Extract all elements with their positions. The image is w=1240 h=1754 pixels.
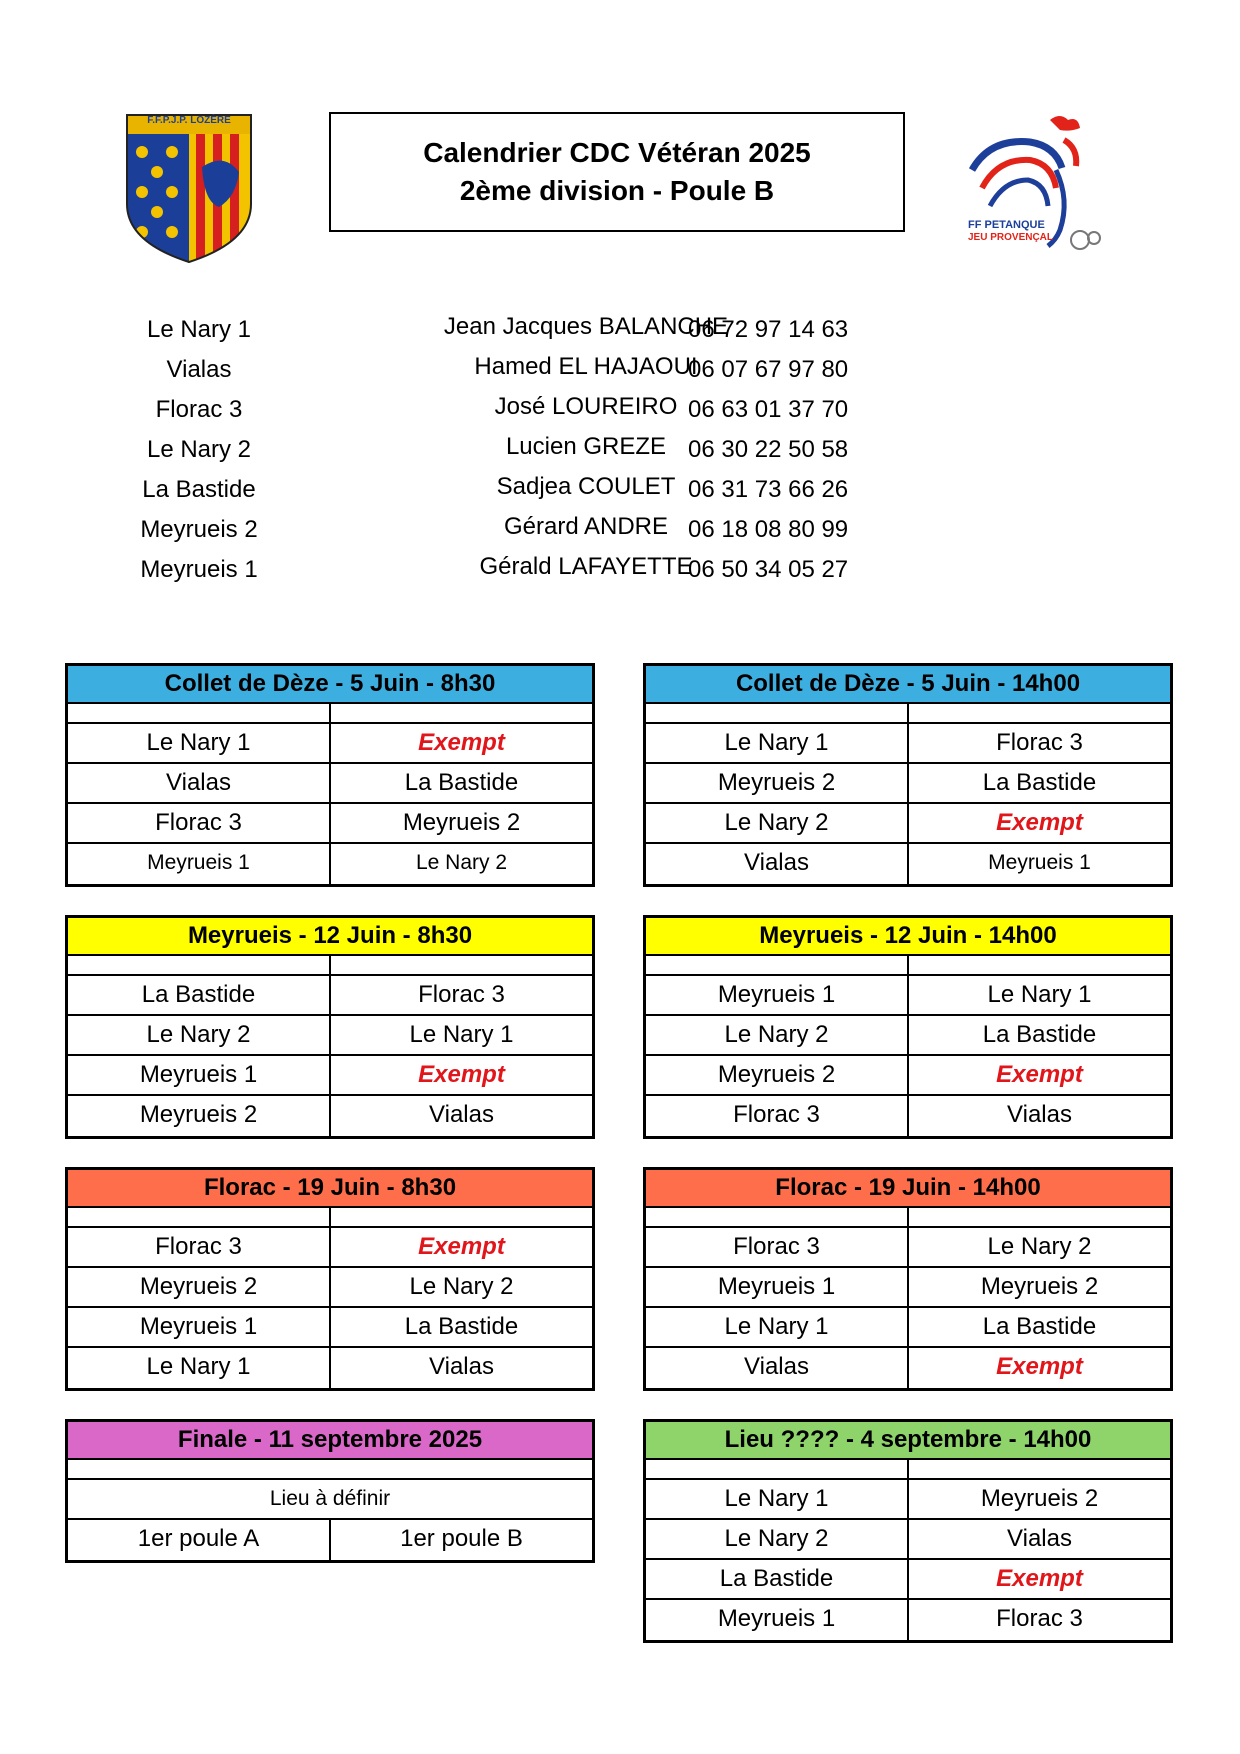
contact-row (100, 310, 920, 350)
contact-name: Gérald LAFAYETTE (479, 553, 693, 580)
home-team: Meyrueis 1 (139, 1061, 258, 1088)
ff-petanque-logo (960, 110, 1110, 260)
match-row (646, 1600, 1170, 1640)
finale-venue-row (68, 1480, 592, 1520)
home-team: Florac 3 (155, 1233, 242, 1260)
round-table (65, 915, 595, 1139)
match-row (646, 1096, 1170, 1136)
contact-team: Meyrueis 2 (140, 516, 258, 543)
round-title: Collet de Dèze - 5 Juin - 8h30 (68, 666, 592, 704)
away-team: Le Nary 1 (907, 976, 1170, 1014)
home-team: Florac 3 (155, 809, 242, 836)
away-team: Exempt (329, 724, 592, 762)
contact-phone: 06 72 97 14 63 (688, 316, 849, 343)
home-team: Vialas (166, 769, 231, 796)
contact-name: Gérard ANDRE (503, 513, 669, 540)
match-row (68, 1056, 592, 1096)
home-team: Florac 3 (733, 1101, 820, 1128)
home-team: Florac 3 (733, 1233, 820, 1260)
away-team: Meyrueis 2 (329, 804, 592, 842)
round-title: Meyrueis - 12 Juin - 8h30 (68, 918, 592, 956)
logo-text-2: JEU PROVENÇAL (968, 232, 1054, 243)
finale-team-a: 1er poule A (137, 1525, 260, 1552)
match-row (68, 976, 592, 1016)
match-row (646, 1560, 1170, 1600)
lozere-federation-logo (124, 112, 254, 264)
contact-team: Meyrueis 1 (140, 556, 258, 583)
match-row (646, 724, 1170, 764)
match-row (68, 724, 592, 764)
away-team: Exempt (329, 1228, 592, 1266)
contact-row (100, 430, 920, 470)
match-row (68, 1096, 592, 1136)
match-row (68, 1268, 592, 1308)
spacer-row (646, 1208, 1170, 1228)
round-title: Florac - 19 Juin - 8h30 (68, 1170, 592, 1208)
finale-team-b: 1er poule B (329, 1520, 592, 1560)
home-team: Le Nary 2 (724, 1525, 829, 1552)
contact-phone: 06 18 08 80 99 (688, 516, 849, 543)
match-row (646, 1520, 1170, 1560)
home-team: Meyrueis 1 (717, 1605, 836, 1632)
match-row (646, 1308, 1170, 1348)
match-row (646, 1016, 1170, 1056)
match-row (68, 844, 592, 884)
round-table (643, 663, 1173, 887)
home-team: La Bastide (719, 1565, 834, 1592)
match-row (646, 1348, 1170, 1388)
round-table (643, 1167, 1173, 1391)
away-team: Florac 3 (329, 976, 592, 1014)
away-team: La Bastide (329, 1308, 592, 1346)
home-team: Le Nary 1 (146, 729, 251, 756)
contact-name: José LOUREIRO (494, 393, 678, 420)
match-row (646, 764, 1170, 804)
away-team: Meyrueis 1 (907, 844, 1170, 884)
round-title: Collet de Dèze - 5 Juin - 14h00 (646, 666, 1170, 704)
contact-row (100, 390, 920, 430)
away-team: La Bastide (907, 764, 1170, 802)
contact-row (100, 550, 920, 590)
home-team: Meyrueis 1 (717, 981, 836, 1008)
contact-row (100, 510, 920, 550)
contact-phone: 06 31 73 66 26 (688, 476, 849, 503)
finale-venue: Lieu à définir (269, 1487, 391, 1510)
round-table (643, 1419, 1173, 1643)
away-team: Vialas (329, 1348, 592, 1388)
spacer-row (68, 704, 592, 724)
match-row (68, 1016, 592, 1056)
round-table (643, 915, 1173, 1139)
spacer-row (68, 956, 592, 976)
match-row (68, 764, 592, 804)
away-team: Le Nary 2 (907, 1228, 1170, 1266)
home-team: Meyrueis 1 (147, 851, 250, 874)
away-team: Florac 3 (907, 724, 1170, 762)
round-title: Lieu ???? - 4 septembre - 14h00 (646, 1422, 1170, 1460)
home-team: Meyrueis 2 (139, 1101, 258, 1128)
away-team: Le Nary 2 (329, 844, 592, 884)
away-team: Vialas (907, 1520, 1170, 1558)
page-subtitle: 2ème division - Poule B (459, 175, 775, 206)
page-title: Calendrier CDC Vétéran 2025 (423, 137, 811, 168)
away-team: Exempt (907, 1560, 1170, 1598)
contact-row (100, 470, 920, 510)
home-team: Vialas (744, 849, 809, 876)
away-team: Le Nary 1 (329, 1016, 592, 1054)
match-row (68, 804, 592, 844)
away-team: Exempt (907, 804, 1170, 842)
home-team: Le Nary 2 (724, 809, 829, 836)
finale-title: Finale - 11 septembre 2025 (68, 1422, 592, 1460)
home-team: Vialas (744, 1353, 809, 1380)
match-row (68, 1308, 592, 1348)
contact-name: Jean Jacques BALANCHE (443, 313, 729, 340)
contact-team: Le Nary 2 (146, 436, 252, 463)
away-team: Le Nary 2 (329, 1268, 592, 1306)
match-row (68, 1228, 592, 1268)
home-team: Le Nary 1 (724, 1485, 829, 1512)
round-title: Florac - 19 Juin - 14h00 (646, 1170, 1170, 1208)
contact-row (100, 350, 920, 390)
match-row (68, 1520, 592, 1560)
home-team: Meyrueis 1 (139, 1313, 258, 1340)
contact-team: Le Nary 1 (146, 316, 252, 343)
spacer-row (68, 1208, 592, 1228)
away-team: La Bastide (907, 1308, 1170, 1346)
home-team: Le Nary 1 (724, 729, 829, 756)
contact-team: Florac 3 (155, 396, 243, 423)
away-team: Vialas (907, 1096, 1170, 1136)
spacer-row (646, 704, 1170, 724)
match-row (646, 1056, 1170, 1096)
away-team: Exempt (907, 1056, 1170, 1094)
logo-text-1: FF PETANQUE (968, 219, 1045, 231)
contact-phone: 06 50 34 05 27 (688, 556, 849, 583)
contact-phone: 06 63 01 37 70 (688, 396, 849, 423)
away-team: Exempt (329, 1056, 592, 1094)
away-team: Vialas (329, 1096, 592, 1136)
contact-name: Hamed EL HAJAOUI (474, 353, 698, 380)
spacer-row (646, 1460, 1170, 1480)
logo-text-top: F.F.P.J.P. LOZÈRE (147, 115, 231, 126)
match-row (646, 1480, 1170, 1520)
match-row (646, 804, 1170, 844)
home-team: La Bastide (141, 981, 256, 1008)
match-row (646, 844, 1170, 884)
contact-name: Sadjea COULET (496, 473, 676, 500)
match-row (68, 1348, 592, 1388)
round-table (65, 663, 595, 887)
match-row (646, 1268, 1170, 1308)
contact-phone: 06 07 67 97 80 (688, 356, 849, 383)
title-box (329, 112, 905, 232)
away-team: La Bastide (907, 1016, 1170, 1054)
contact-team: La Bastide (142, 476, 256, 503)
home-team: Le Nary 2 (146, 1021, 251, 1048)
spacer-row (646, 956, 1170, 976)
home-team: Meyrueis 2 (717, 769, 836, 796)
home-team: Le Nary 1 (146, 1353, 251, 1380)
home-team: Meyrueis 2 (717, 1061, 836, 1088)
spacer-row (68, 1460, 592, 1480)
home-team: Le Nary 1 (724, 1313, 829, 1340)
contact-name: Lucien GREZE (505, 433, 667, 460)
round-title: Meyrueis - 12 Juin - 14h00 (646, 918, 1170, 956)
contacts-list (100, 310, 920, 590)
away-team: Florac 3 (907, 1600, 1170, 1640)
round-table (65, 1167, 595, 1391)
away-team: La Bastide (329, 764, 592, 802)
home-team: Meyrueis 2 (139, 1273, 258, 1300)
home-team: Meyrueis 1 (717, 1273, 836, 1300)
away-team: Meyrueis 2 (907, 1480, 1170, 1518)
match-row (646, 976, 1170, 1016)
finale-table (65, 1419, 595, 1563)
home-team: Le Nary 2 (724, 1021, 829, 1048)
match-row (646, 1228, 1170, 1268)
contact-phone: 06 30 22 50 58 (688, 436, 849, 463)
contact-team: Vialas (166, 356, 232, 383)
away-team: Meyrueis 2 (907, 1268, 1170, 1306)
away-team: Exempt (907, 1348, 1170, 1388)
